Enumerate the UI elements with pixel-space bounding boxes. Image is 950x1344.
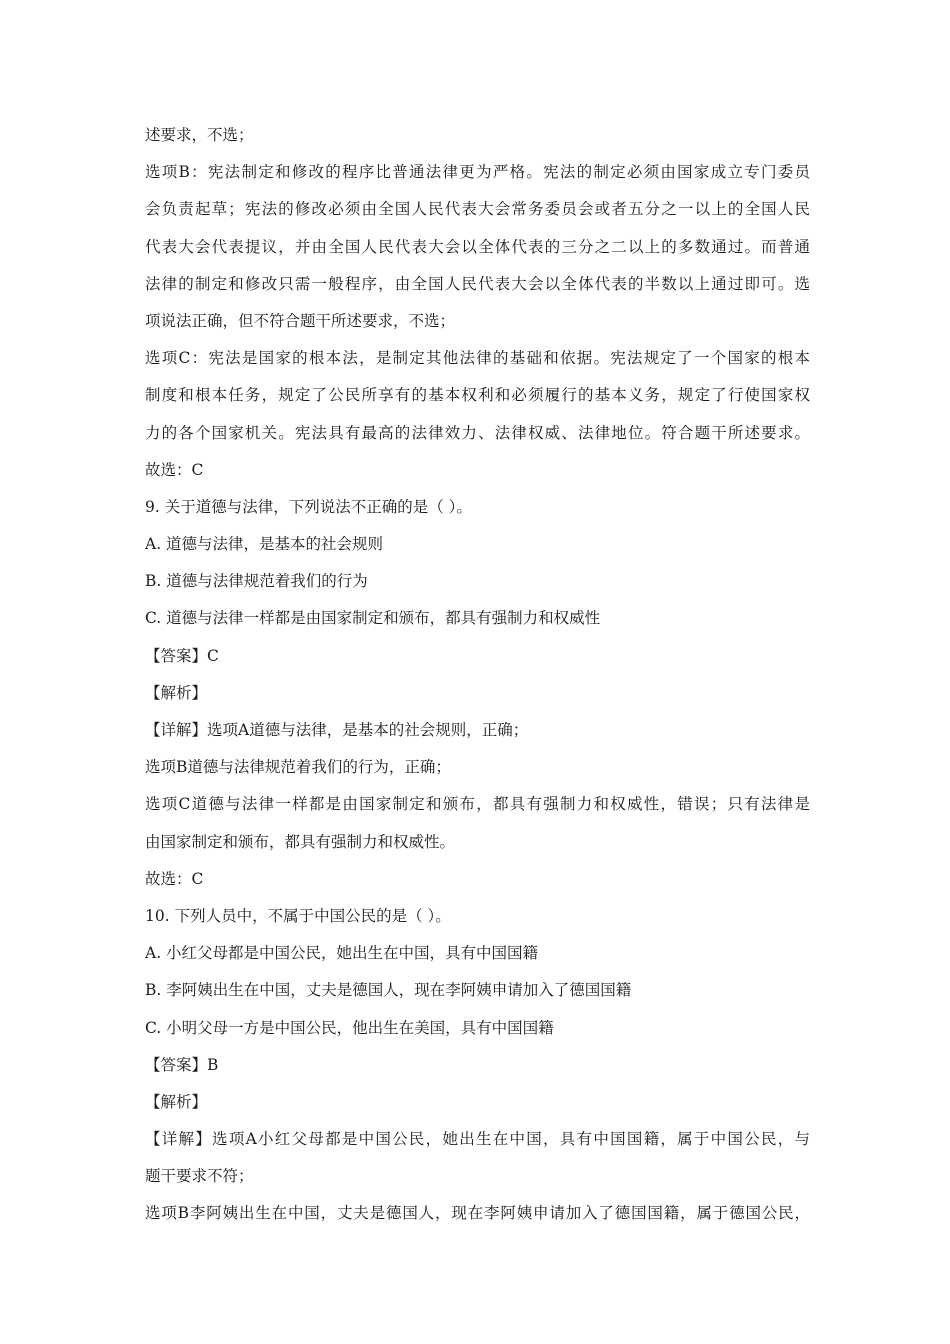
- text-line: C. 道德与法律一样都是由国家制定和颁布，都具有强制力和权威性: [145, 609, 601, 628]
- text-line: 选项C：宪法是国家的根本法，是制定其他法律的基础和依据。宪法规定了一个国家的根本: [145, 349, 810, 368]
- text-line: 代表大会代表提议，并由全国人民代表大会以全体代表的三分之二以上的多数通过。而普通: [145, 237, 810, 256]
- text-line: 选项B：宪法制定和修改的程序比普通法律更为严格。宪法的制定必须由国家成立专门委员: [145, 163, 810, 182]
- text-line: 制度和根本任务，规定了公民所享有的基本权利和必须履行的基本义务，规定了行使国家权: [145, 386, 810, 405]
- text-line: 9. 关于道德与法律，下列说法不正确的是（ ）。: [145, 497, 472, 516]
- text-line: 选项B李阿姨出生在中国，丈夫是德国人，现在李阿姨申请加入了德国国籍，属于德国公民，: [145, 1204, 810, 1223]
- text-line: 会负责起草；宪法的修改必须由全国人民代表大会常务委员会或者五分之一以上的全国人民: [145, 200, 810, 219]
- text-line: 【答案】B: [145, 1055, 219, 1074]
- text-line: 10. 下列人员中，不属于中国公民的是（ ）。: [145, 906, 451, 925]
- text-line: 【答案】C: [145, 646, 219, 665]
- text-line: 故选：C: [145, 460, 204, 479]
- text-line: 【详解】选项A道德与法律，是基本的社会规则，正确；: [145, 721, 529, 739]
- document-body: [145, 117, 810, 1233]
- text-line: 题干要求不符；: [145, 1167, 254, 1186]
- text-line: 【解析】: [145, 683, 208, 702]
- text-line: 故选：C: [145, 869, 204, 888]
- text-line: 由国家制定和颁布，都具有强制力和权威性。: [145, 832, 456, 851]
- text-line: 【详解】选项A小红父母都是中国公民，她出生在中国，具有中国国籍，属于中国公民，与: [145, 1130, 810, 1149]
- text-line: 力的各个国家机关。宪法具有最高的法律效力、法律权威、法律地位。符合题干所述要求。: [145, 423, 810, 442]
- text-line: 选项C道德与法律一样都是由国家制定和颁布，都具有强制力和权威性，错误；只有法律是: [145, 795, 810, 814]
- text-line: A. 道德与法律，是基本的社会规则: [145, 535, 384, 554]
- text-line: 法律的制定和修改只需一般程序，由全国人民代表大会以全体代表的半数以上通过即可。选: [145, 274, 810, 293]
- text-line: C. 小明父母一方是中国公民，他出生在美国，具有中国国籍: [145, 1018, 554, 1037]
- text-line: B. 李阿姨出生在中国，丈夫是德国人，现在李阿姨申请加入了德国国籍: [145, 981, 632, 1000]
- text-line: A. 小红父母都是中国公民，她出生在中国，具有中国国籍: [145, 944, 539, 963]
- text-line: 述要求，不选；: [145, 126, 254, 144]
- text-line: 选项B道德与法律规范着我们的行为，正确；: [145, 758, 451, 777]
- text-line: 项说法正确，但不符合题干所述要求，不选；: [145, 311, 456, 330]
- text-line: B. 道德与法律规范着我们的行为: [145, 572, 368, 591]
- text-line: 【解析】: [145, 1092, 208, 1111]
